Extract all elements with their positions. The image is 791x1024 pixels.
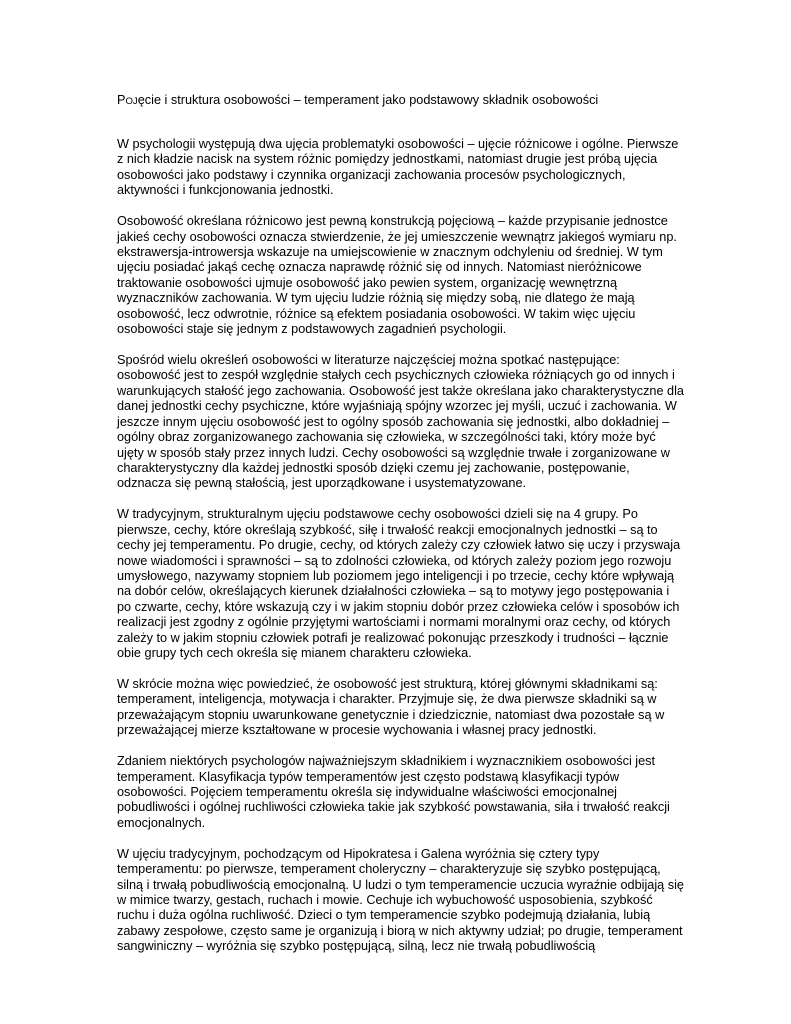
paragraph: W tradycyjnym, strukturalnym ujęciu podstawowe cechy osobowości dzieli się na 4 grupy. Po pierwsze, cechy, które określają szybkość, siłę i trwałość reakcji emocjonalnych jednostki – są to cechy jej temperamentu. Po drugie, cechy, od których zależy czy człowiek łatwo się uczy i przyswaja nowe wiadomości i sprawności – są to zdolności człowieka, od których zależy poziom jego rozwoju umysłowego, nazywamy stopniem lub poziomem jego inteligencji i po trzecie, cechy które wpływają na dobór celów, określających kierunek działalności człowieka – są to motywy jego postępowania i po czwarte, cechy, które wskazują czy i w jakim stopniu dobór przez człowieka celów i sposobów ich realizacji jest zgodny z ogólnie przyjętymi wartościami i normami moralnymi oraz cechy, od których zależy to w jakim stopniu człowiek potrafi je realizować pokonując przeszkody i trudności – łącznie obie grupy tych cech określa się mianem charakteru człowieka. (117, 507, 681, 660)
paragraph: W psychologii występują dwa ujęcia problematyki osobowości – ujęcie różnicowe i ogólne. Pierwsze z nich kładzie nacisk na system różnic pomiędzy jednostkami, natomiast drugie jest próbą ujęcia osobowości jako podstawy i czynnika organizacji zachowania procesów psychologicznych, aktywności i funkcjonowania jednostki. (117, 137, 679, 198)
paragraph: Zdaniem niektórych psychologów najważniejszym składnikiem i wyznacznikiem osobowości jest temperament. Klasyfikacja typów temperamentów jest często podstawą klasyfikacji typów osobowości. Pojęciem temperamentu określa się indywidualne właściwości emocjonalnej pobudliwości i ogólnej ruchliwości człowieka takie jak szybkość powstawania, siła i trwałość reakcji emocjonalnych. (117, 754, 670, 830)
paragraph: W ujęciu tradycyjnym, pochodzącym od Hipokratesa i Galena wyróżnia się cztery typy temperamentu: po pierwsze, temperament choleryczny – charakteryzuje się szybko postępującą, silną i trwałą pobudliwością emocjonalną. U ludzi o tym temperamencie uczucia wyraźnie odbijają się w mimice twarzy, gestach, ruchach i mowie. Cechuje ich wybuchowość usposobienia, szybkość ruchu i duża ogólna ruchliwość. Dzieci o tym temperamencie szybko podejmują działania, lubią zabawy zespołowe, często same je organizują i biorą w nich aktywny udział; po drugie, temperament sangwiniczny – wyróżnia się szybko postępującą, silną, lecz nie trwałą pobudliwością (117, 846, 684, 954)
paragraph: Spośród wielu określeń osobowości w literaturze najczęściej można spotkać następujące: osobowość jest to zespół względnie stałych cech psychicznych człowieka różniących go od innych i warunkujących stałość jego zachowania. Osobowość jest także określana jako charakterystyczne dla danej jednostki cechy psychiczne, które wyjaśniają spójny wzorzec jej myśli, uczuć i zachowania. W jeszcze innym ujęciu osobowość jest to ogólny sposób zachowania się jednostki, albo dokładniej – ogólny obraz zorganizowanego zachowania się człowieka, w szczególności taki, który może być ujęty w sposób stały przez innych ludzi. Cechy osobowości są względnie trwałe i zorganizowane w charakterystyczny dla każdej jednostki sposób dzięki czemu jej zachowanie, postępowanie, odznacza się pewną stałością, jest uporządkowane i usystematyzowane. (117, 353, 684, 491)
title-prefix: P (117, 93, 126, 107)
paragraph: Osobowość określana różnicowo jest pewną konstrukcją pojęciową – każde przypisanie jednostce jakieś cechy osobowości oznacza stwierdzenie, że jej umieszczenie wewnątrz jakiegoś wymiaru np. ekstrawersja-introwersja wskazuje na umiejscowienie w znacznym odchyleniu od średniej. W tym ujęciu posiadać jakąś cechę oznacza naprawdę różnić się od innych. Natomiast nieróżnicowe traktowanie osobowości ujmuje osobowość jako pewien system, organizację wewnętrzną wyznaczników zachowania. W tym ujęciu ludzie różnią się między sobą, nie dlatego że mają osobowość, lecz odwrotnie, różnice są efektem posiadania osobowości. W takim więc ujęciu osobowości staje się jednym z podstawowych zagadnień psychologii. (117, 214, 677, 337)
title-rest: ęcie i struktura osobowości – temperament jako podstawowy składnik osobowości (137, 93, 599, 107)
document-title (117, 93, 717, 109)
document-body (117, 137, 685, 970)
title-smallcaps: OJ (125, 96, 138, 107)
paragraph: W skrócie można więc powiedzieć, że osobowość jest strukturą, której głównymi składnikami są: temperament, inteligencja, motywacja i charakter. Przyjmuje się, że dwa pierwsze składniki są w przeważającym stopniu uwarunkowane genetycznie i dziedzicznie, natomiast dwa pozostałe są w przeważającej mierze kształtowane w procesie wychowania i własnej pracy jednostki. (117, 676, 665, 738)
